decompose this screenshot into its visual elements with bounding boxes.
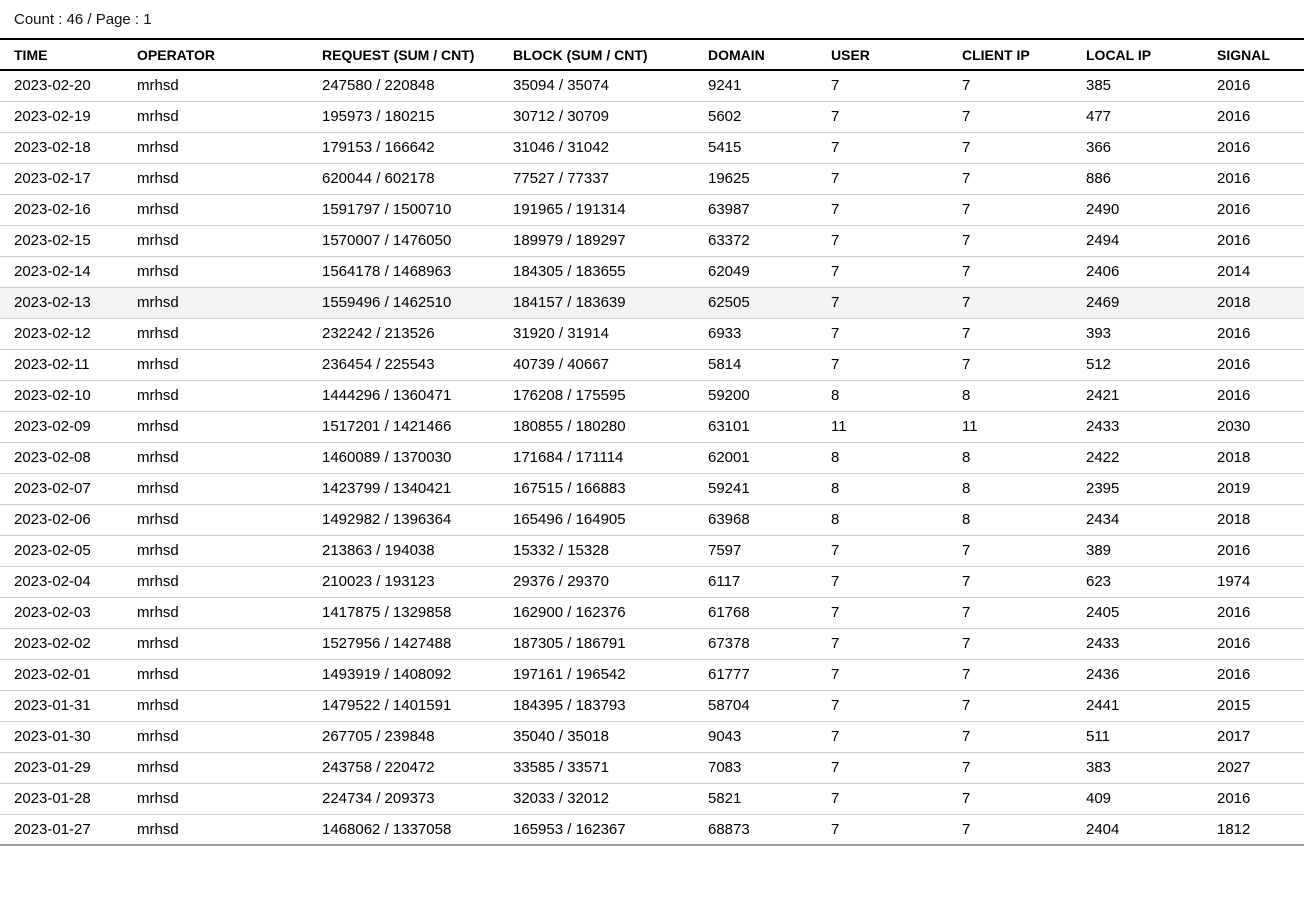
cell-signal: 2016: [1217, 132, 1304, 163]
table-row[interactable]: [0, 318, 1304, 349]
cell-operator: mrhsd: [137, 225, 322, 256]
cell-request: 1570007 / 1476050: [322, 225, 513, 256]
cell-request: 1591797 / 1500710: [322, 194, 513, 225]
cell-client_ip: 7: [962, 101, 1086, 132]
cell-time: 2023-01-29: [0, 752, 137, 783]
cell-request: 1460089 / 1370030: [322, 442, 513, 473]
cell-operator: mrhsd: [137, 721, 322, 752]
cell-request: 1527956 / 1427488: [322, 628, 513, 659]
cell-time: 2023-02-15: [0, 225, 137, 256]
cell-local_ip: 409: [1086, 783, 1217, 814]
cell-operator: mrhsd: [137, 256, 322, 287]
cell-time: 2023-02-06: [0, 504, 137, 535]
cell-user: 7: [831, 70, 962, 101]
table-header: [0, 39, 1304, 70]
cell-domain: 7597: [708, 535, 831, 566]
cell-signal: 2016: [1217, 70, 1304, 101]
table-row[interactable]: [0, 535, 1304, 566]
cell-user: 7: [831, 535, 962, 566]
cell-client_ip: 8: [962, 473, 1086, 504]
cell-signal: 2019: [1217, 473, 1304, 504]
cell-user: 7: [831, 194, 962, 225]
cell-user: 8: [831, 473, 962, 504]
column-header-user: USER: [831, 39, 962, 70]
table-row[interactable]: [0, 442, 1304, 473]
cell-block: 31046 / 31042: [513, 132, 708, 163]
cell-client_ip: 7: [962, 752, 1086, 783]
cell-domain: 61768: [708, 597, 831, 628]
table-row[interactable]: [0, 752, 1304, 783]
cell-domain: 68873: [708, 814, 831, 845]
cell-operator: mrhsd: [137, 380, 322, 411]
cell-user: 7: [831, 752, 962, 783]
cell-block: 35040 / 35018: [513, 721, 708, 752]
cell-client_ip: 7: [962, 659, 1086, 690]
cell-time: 2023-02-17: [0, 163, 137, 194]
cell-operator: mrhsd: [137, 690, 322, 721]
cell-local_ip: 2433: [1086, 411, 1217, 442]
cell-operator: mrhsd: [137, 411, 322, 442]
cell-request: 247580 / 220848: [322, 70, 513, 101]
cell-request: 267705 / 239848: [322, 721, 513, 752]
cell-operator: mrhsd: [137, 287, 322, 318]
cell-client_ip: 7: [962, 690, 1086, 721]
table-row[interactable]: [0, 349, 1304, 380]
cell-signal: 2017: [1217, 721, 1304, 752]
cell-client_ip: 7: [962, 132, 1086, 163]
cell-signal: 2018: [1217, 442, 1304, 473]
cell-user: 8: [831, 380, 962, 411]
table-row[interactable]: [0, 256, 1304, 287]
cell-domain: 63372: [708, 225, 831, 256]
cell-block: 165496 / 164905: [513, 504, 708, 535]
cell-block: 40739 / 40667: [513, 349, 708, 380]
cell-operator: mrhsd: [137, 783, 322, 814]
cell-domain: 58704: [708, 690, 831, 721]
cell-domain: 62505: [708, 287, 831, 318]
cell-block: 171684 / 171114: [513, 442, 708, 473]
cell-domain: 6117: [708, 566, 831, 597]
cell-operator: mrhsd: [137, 101, 322, 132]
cell-time: 2023-02-04: [0, 566, 137, 597]
cell-user: 7: [831, 721, 962, 752]
cell-user: 7: [831, 318, 962, 349]
cell-domain: 7083: [708, 752, 831, 783]
cell-time: 2023-02-11: [0, 349, 137, 380]
cell-client_ip: 7: [962, 318, 1086, 349]
cell-client_ip: 7: [962, 349, 1086, 380]
table-row[interactable]: [0, 504, 1304, 535]
cell-local_ip: 2490: [1086, 194, 1217, 225]
cell-operator: mrhsd: [137, 70, 322, 101]
cell-block: 15332 / 15328: [513, 535, 708, 566]
cell-request: 1559496 / 1462510: [322, 287, 513, 318]
cell-request: 1468062 / 1337058: [322, 814, 513, 845]
cell-local_ip: 2494: [1086, 225, 1217, 256]
count-page-status: Count : 46 / Page : 1: [14, 10, 152, 28]
cell-signal: 2016: [1217, 597, 1304, 628]
cell-client_ip: 7: [962, 287, 1086, 318]
cell-request: 232242 / 213526: [322, 318, 513, 349]
cell-client_ip: 11: [962, 411, 1086, 442]
table-row[interactable]: [0, 690, 1304, 721]
cell-time: 2023-02-03: [0, 597, 137, 628]
cell-operator: mrhsd: [137, 628, 322, 659]
cell-block: 33585 / 33571: [513, 752, 708, 783]
cell-domain: 5814: [708, 349, 831, 380]
cell-operator: mrhsd: [137, 132, 322, 163]
cell-block: 191965 / 191314: [513, 194, 708, 225]
cell-signal: 2016: [1217, 225, 1304, 256]
cell-local_ip: 512: [1086, 349, 1217, 380]
cell-signal: 2016: [1217, 380, 1304, 411]
cell-time: 2023-02-10: [0, 380, 137, 411]
cell-local_ip: 2422: [1086, 442, 1217, 473]
cell-request: 1444296 / 1360471: [322, 380, 513, 411]
cell-time: 2023-02-18: [0, 132, 137, 163]
cell-block: 77527 / 77337: [513, 163, 708, 194]
cell-request: 1517201 / 1421466: [322, 411, 513, 442]
cell-signal: 2016: [1217, 318, 1304, 349]
cell-domain: 62049: [708, 256, 831, 287]
table-row[interactable]: [0, 721, 1304, 752]
cell-operator: mrhsd: [137, 659, 322, 690]
cell-local_ip: 2395: [1086, 473, 1217, 504]
cell-time: 2023-02-12: [0, 318, 137, 349]
cell-client_ip: 7: [962, 783, 1086, 814]
cell-user: 7: [831, 814, 962, 845]
cell-client_ip: 7: [962, 721, 1086, 752]
cell-block: 31920 / 31914: [513, 318, 708, 349]
table-row[interactable]: [0, 628, 1304, 659]
cell-local_ip: 366: [1086, 132, 1217, 163]
cell-local_ip: 2404: [1086, 814, 1217, 845]
cell-operator: mrhsd: [137, 194, 322, 225]
cell-block: 35094 / 35074: [513, 70, 708, 101]
table-row[interactable]: [0, 194, 1304, 225]
cell-time: 2023-02-01: [0, 659, 137, 690]
table-header-row: [0, 39, 1304, 70]
cell-domain: 61777: [708, 659, 831, 690]
cell-signal: 2018: [1217, 287, 1304, 318]
cell-domain: 59241: [708, 473, 831, 504]
cell-signal: 2016: [1217, 783, 1304, 814]
cell-user: 7: [831, 287, 962, 318]
cell-time: 2023-02-08: [0, 442, 137, 473]
cell-time: 2023-02-13: [0, 287, 137, 318]
cell-local_ip: 511: [1086, 721, 1217, 752]
cell-signal: 2016: [1217, 163, 1304, 194]
cell-local_ip: 477: [1086, 101, 1217, 132]
cell-client_ip: 7: [962, 163, 1086, 194]
table-row[interactable]: [0, 380, 1304, 411]
cell-block: 187305 / 186791: [513, 628, 708, 659]
cell-request: 1493919 / 1408092: [322, 659, 513, 690]
cell-client_ip: 7: [962, 597, 1086, 628]
cell-local_ip: 623: [1086, 566, 1217, 597]
cell-local_ip: 389: [1086, 535, 1217, 566]
cell-client_ip: 8: [962, 380, 1086, 411]
cell-block: 180855 / 180280: [513, 411, 708, 442]
cell-domain: 62001: [708, 442, 831, 473]
cell-local_ip: 2436: [1086, 659, 1217, 690]
table-row[interactable]: [0, 659, 1304, 690]
cell-block: 167515 / 166883: [513, 473, 708, 504]
cell-request: 1417875 / 1329858: [322, 597, 513, 628]
cell-request: 210023 / 193123: [322, 566, 513, 597]
table-row[interactable]: [0, 411, 1304, 442]
table-row[interactable]: [0, 597, 1304, 628]
cell-block: 184305 / 183655: [513, 256, 708, 287]
cell-client_ip: 7: [962, 535, 1086, 566]
cell-client_ip: 7: [962, 225, 1086, 256]
cell-signal: 2016: [1217, 535, 1304, 566]
table-row[interactable]: [0, 814, 1304, 845]
cell-signal: 2016: [1217, 659, 1304, 690]
cell-client_ip: 7: [962, 194, 1086, 225]
cell-domain: 63101: [708, 411, 831, 442]
cell-time: 2023-02-20: [0, 70, 137, 101]
table-row[interactable]: [0, 70, 1304, 101]
cell-local_ip: 2441: [1086, 690, 1217, 721]
cell-request: 1492982 / 1396364: [322, 504, 513, 535]
cell-time: 2023-01-27: [0, 814, 137, 845]
cell-domain: 63968: [708, 504, 831, 535]
cell-user: 7: [831, 101, 962, 132]
cell-block: 29376 / 29370: [513, 566, 708, 597]
cell-time: 2023-02-14: [0, 256, 137, 287]
cell-time: 2023-01-31: [0, 690, 137, 721]
cell-client_ip: 8: [962, 442, 1086, 473]
cell-block: 162900 / 162376: [513, 597, 708, 628]
column-header-signal: SIGNAL: [1217, 39, 1304, 70]
cell-operator: mrhsd: [137, 597, 322, 628]
cell-block: 165953 / 162367: [513, 814, 708, 845]
column-header-domain: DOMAIN: [708, 39, 831, 70]
cell-request: 1423799 / 1340421: [322, 473, 513, 504]
table-row[interactable]: [0, 101, 1304, 132]
table-row[interactable]: [0, 287, 1304, 318]
cell-operator: mrhsd: [137, 163, 322, 194]
cell-domain: 5602: [708, 101, 831, 132]
cell-client_ip: 7: [962, 256, 1086, 287]
cell-user: 7: [831, 163, 962, 194]
table-row[interactable]: [0, 566, 1304, 597]
cell-operator: mrhsd: [137, 504, 322, 535]
cell-local_ip: 2421: [1086, 380, 1217, 411]
cell-user: 7: [831, 225, 962, 256]
cell-signal: 2014: [1217, 256, 1304, 287]
cell-operator: mrhsd: [137, 752, 322, 783]
table-body: [0, 70, 1304, 845]
cell-domain: 67378: [708, 628, 831, 659]
cell-user: 7: [831, 349, 962, 380]
cell-user: 7: [831, 628, 962, 659]
cell-domain: 5821: [708, 783, 831, 814]
cell-request: 195973 / 180215: [322, 101, 513, 132]
column-header-client_ip: CLIENT IP: [962, 39, 1086, 70]
cell-local_ip: 2469: [1086, 287, 1217, 318]
cell-client_ip: 7: [962, 628, 1086, 659]
column-header-time: TIME: [0, 39, 137, 70]
cell-request: 1564178 / 1468963: [322, 256, 513, 287]
cell-time: 2023-02-05: [0, 535, 137, 566]
table-row[interactable]: [0, 783, 1304, 814]
cell-time: 2023-01-28: [0, 783, 137, 814]
cell-signal: 2018: [1217, 504, 1304, 535]
cell-user: 7: [831, 256, 962, 287]
cell-user: 8: [831, 504, 962, 535]
cell-block: 184157 / 183639: [513, 287, 708, 318]
cell-local_ip: 2406: [1086, 256, 1217, 287]
cell-domain: 9043: [708, 721, 831, 752]
cell-domain: 59200: [708, 380, 831, 411]
cell-signal: 2015: [1217, 690, 1304, 721]
cell-request: 179153 / 166642: [322, 132, 513, 163]
cell-signal: 2016: [1217, 194, 1304, 225]
column-header-request: REQUEST (SUM / CNT): [322, 39, 513, 70]
cell-block: 197161 / 196542: [513, 659, 708, 690]
cell-operator: mrhsd: [137, 473, 322, 504]
column-header-operator: OPERATOR: [137, 39, 322, 70]
cell-signal: 2030: [1217, 411, 1304, 442]
column-header-block: BLOCK (SUM / CNT): [513, 39, 708, 70]
cell-local_ip: 2405: [1086, 597, 1217, 628]
table-row[interactable]: [0, 473, 1304, 504]
cell-signal: 2016: [1217, 349, 1304, 380]
cell-domain: 9241: [708, 70, 831, 101]
cell-client_ip: 8: [962, 504, 1086, 535]
table-row[interactable]: [0, 225, 1304, 256]
cell-request: 236454 / 225543: [322, 349, 513, 380]
cell-domain: 63987: [708, 194, 831, 225]
cell-signal: 1812: [1217, 814, 1304, 845]
cell-local_ip: 383: [1086, 752, 1217, 783]
column-header-local_ip: LOCAL IP: [1086, 39, 1217, 70]
cell-request: 224734 / 209373: [322, 783, 513, 814]
cell-block: 189979 / 189297: [513, 225, 708, 256]
cell-user: 7: [831, 566, 962, 597]
cell-local_ip: 2433: [1086, 628, 1217, 659]
cell-block: 176208 / 175595: [513, 380, 708, 411]
cell-time: 2023-02-07: [0, 473, 137, 504]
cell-signal: 2016: [1217, 628, 1304, 659]
cell-domain: 6933: [708, 318, 831, 349]
cell-block: 32033 / 32012: [513, 783, 708, 814]
cell-block: 184395 / 183793: [513, 690, 708, 721]
cell-user: 8: [831, 442, 962, 473]
cell-user: 7: [831, 783, 962, 814]
cell-block: 30712 / 30709: [513, 101, 708, 132]
data-table: [0, 38, 1304, 846]
cell-local_ip: 2434: [1086, 504, 1217, 535]
cell-client_ip: 7: [962, 566, 1086, 597]
cell-operator: mrhsd: [137, 566, 322, 597]
cell-user: 7: [831, 597, 962, 628]
cell-signal: 2016: [1217, 101, 1304, 132]
cell-local_ip: 886: [1086, 163, 1217, 194]
cell-operator: mrhsd: [137, 535, 322, 566]
cell-client_ip: 7: [962, 70, 1086, 101]
cell-user: 7: [831, 132, 962, 163]
cell-operator: mrhsd: [137, 442, 322, 473]
table-row[interactable]: [0, 132, 1304, 163]
table-row[interactable]: [0, 163, 1304, 194]
cell-request: 1479522 / 1401591: [322, 690, 513, 721]
cell-operator: mrhsd: [137, 349, 322, 380]
cell-domain: 5415: [708, 132, 831, 163]
cell-local_ip: 385: [1086, 70, 1217, 101]
cell-domain: 19625: [708, 163, 831, 194]
cell-time: 2023-02-19: [0, 101, 137, 132]
cell-client_ip: 7: [962, 814, 1086, 845]
cell-request: 243758 / 220472: [322, 752, 513, 783]
cell-time: 2023-02-16: [0, 194, 137, 225]
cell-time: 2023-01-30: [0, 721, 137, 752]
cell-request: 213863 / 194038: [322, 535, 513, 566]
cell-user: 7: [831, 690, 962, 721]
cell-request: 620044 / 602178: [322, 163, 513, 194]
cell-user: 7: [831, 659, 962, 690]
cell-user: 11: [831, 411, 962, 442]
cell-signal: 1974: [1217, 566, 1304, 597]
cell-time: 2023-02-02: [0, 628, 137, 659]
cell-operator: mrhsd: [137, 318, 322, 349]
cell-local_ip: 393: [1086, 318, 1217, 349]
cell-signal: 2027: [1217, 752, 1304, 783]
cell-time: 2023-02-09: [0, 411, 137, 442]
cell-operator: mrhsd: [137, 814, 322, 845]
